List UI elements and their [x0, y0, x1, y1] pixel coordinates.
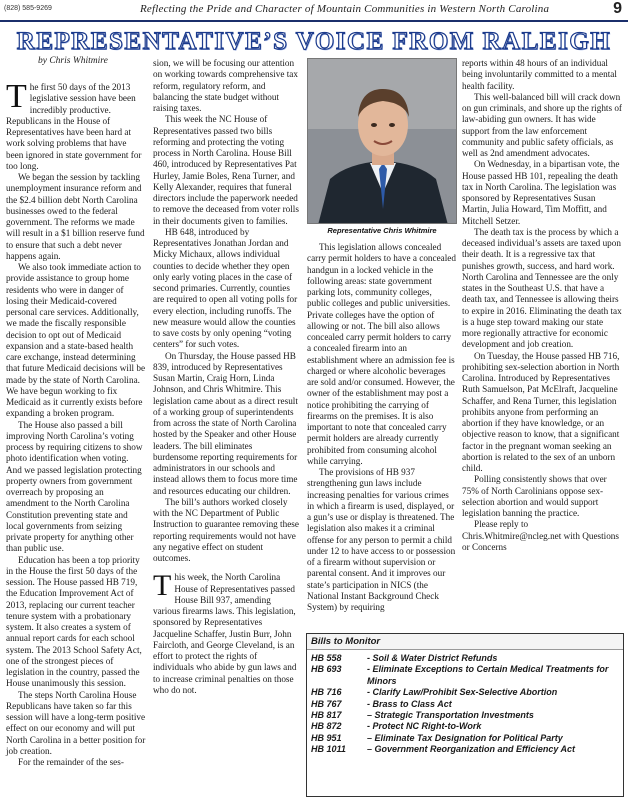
- bill-title: – Eliminate Tax Designation for Political Party: [367, 732, 563, 743]
- bill-number: HB 716: [311, 687, 342, 698]
- paragraph: reports within 48 hours of an individual being involuntarily committed to a mental health facility.: [462, 58, 617, 91]
- list-item: [307, 710, 623, 721]
- bills-list: [307, 650, 623, 756]
- paragraph: Please reply to Chris.Whitmire@ncleg.net with Questions or Concerns: [462, 519, 619, 552]
- paragraph: This week the NC House of Representatives passed two bills reforming and protecting the voting process in North Carolina. House Bill 460, introduced by Representatives Pat Hurley, Jamie Boles, Rena Turner, and Kelly Alexander, requires that funeral directors include the paperwork needed to remove the deceased from voter rolls in their documents given to families.: [153, 114, 299, 226]
- paragraph: Polling consistently shows that over 75% of North Carolinians oppose sex-selection abortion and would support legislation banning the practice.: [462, 474, 607, 518]
- column-2: [153, 58, 299, 696]
- paragraph: The bill’s authors worked closely with the NC Department of Public Instruction to guarantee removing these reporting requirements would not have any negative effect on student outcomes.: [153, 496, 299, 563]
- bill-number: HB 693: [311, 664, 342, 675]
- list-item: [307, 687, 623, 698]
- paragraph: [153, 569, 299, 696]
- author-photo: [307, 58, 457, 224]
- paragraph: [6, 78, 146, 172]
- bill-title: – Strategic Transportation Investments: [367, 710, 534, 721]
- bill-title: - Brass to Class Act: [367, 698, 452, 709]
- header-tagline: Reflecting the Pride and Character of Mountain Communities in Western North Carolina: [140, 3, 550, 15]
- paragraph-text: his week, the North Carolina House of Representatives passed House Bill 937, amending various firearms laws. This legislation, sponsored by Representatives Jacqueline Schaffer, Justin Burr, John Faircloth, and George Cleveland, is an effort to protect the rights of individuals who abide by gun laws and to increase criminal penalties on those who do not.: [153, 572, 297, 695]
- list-item: [307, 653, 623, 664]
- paragraph: We also took immediate action to provide assistance to group home residents who were in danger of losing their Medicaid-covered personal care services. Additionally, we made the fiscally responsible decision to opt out of Medicaid expansion and a state-based health care exchange, instead determining that future Medicaid decisions will be made by the state of North Carolina. We have begun working to fix Medicaid as it currently exists before expanding a broken program.: [6, 262, 146, 419]
- bills-to-monitor-box: [306, 633, 624, 797]
- bill-title: – Government Reorganization and Efficiency Act: [367, 744, 576, 755]
- paragraph: On Tuesday, the House passed HB 716, prohibiting sex-selection abortion in North Carolina. Introduced by Representatives Ruth Samuelson, Pat McElraft, Jacqueline Schaffer, and Rena Turner, this legislation prohibits anyone from performing an abortion if they have knowledge, or an objective reason to know, that a significant factor in the pregnant woman seeking an abortion is related to the sex of an unborn child.: [462, 350, 620, 473]
- bill-number: HB 558: [311, 653, 342, 663]
- portrait-image: [308, 59, 457, 224]
- bill-number: HB 951: [311, 732, 342, 743]
- paragraph: The steps North Carolina House Republicans have taken so far this session will have a long-term positive effect on our economy and will put North Carolina in a better position for job creation.: [6, 689, 146, 756]
- paragraph: The House also passed a bill improving North Carolina’s voting process by requiring citizens to show photo identification when voting. And we passed legislation protecting property owners from government overreach by proposing an amendment to the North Carolina Constitution preventing state and local governments from seizing private property for anything other than public use.: [6, 419, 143, 554]
- paragraph: sion, we will be focusing our attention on working towards comprehensive tax reform, regulatory reform, and balancing the state budget without raising taxes.: [153, 58, 298, 113]
- paragraph: The death tax is the process by which a deceased individual’s assets are taxed upon their death. It is a regressive tax that punishes growth, success, and hard work. North Carolina and Tennessee are the only states in the Southeast U.S. that have a death tax, and Tennessee is allowing theirs to expire in 2016. Eliminating the death tax is a huge step toward making our state more regionally attractive for economic development and job creation.: [462, 226, 622, 350]
- drop-cap: T: [6, 78, 27, 115]
- bill-title: - Eliminate Exceptions to Certain Medical Treatments for Minors: [367, 664, 609, 686]
- paragraph: On Thursday, the House passed HB 839, introduced by Representatives Susan Martin, Craig Horn, Linda Johnson, and Chris Whitmire. This legislation came about as a direct result of a working group of superintendents from across the state of North Carolina hosted by the Speaker and other House leaders. The bill eliminates burdensome reporting requirements for administrators in our schools and instead allows them to focus more time and resources educating our children.: [153, 350, 298, 496]
- paragraph: This well-balanced bill will crack down on gun criminals, and shore up the rights of law-abiding gun owners. It has wide support from the law enforcement community and public safety officials, as well as 2nd amendment advocates.: [462, 91, 622, 158]
- bill-number: HB 767: [311, 698, 342, 709]
- bill-number: HB 872: [311, 721, 342, 732]
- paragraph: We began the session by tackling unemployment insurance reform and the $2.4 billion debt North Carolina businesses owed to the federal government. The reforms we made will result in a $1 billion reserve fund to ensure that such a debt never happens again.: [6, 172, 145, 261]
- bill-number: HB 1011: [311, 744, 346, 755]
- page-header: [0, 0, 628, 22]
- bill-title: - Clarify Law/Prohibit Sex-Selective Abortion: [367, 687, 558, 698]
- paragraph: The provisions of HB 937 strengthening gun laws include increasing penalties for various crimes in which a firearm is used, displayed, or a gun’s use or display is threatened. The legislation also makes it a criminal offense for any person to permit a child under 12 to have access to or possession of a firearm without supervision or parental consent. And it improves our state’s participation in NICS (the National Instant Background Check System) by requiring: [307, 467, 456, 612]
- article-byline: by Chris Whitmire: [38, 56, 108, 66]
- paragraph: On Wednesday, in a bipartisan vote, the House passed HB 101, repealing the death tax in North Carolina. The legislation was sponsored by Representatives Susan Martin, Julia Howard, Tim Moffitt, and Mitchell Setzer.: [462, 159, 620, 226]
- article-title: REPRESENTATIVE’S VOICE FROM RALEIGH: [16, 28, 612, 55]
- paragraph: This legislation allows concealed carry permit holders to have a concealed handgun in a locked vehicle in the following areas: state government parking lots, community colleges, public colleges and public universities. Private colleges have the option of allowing or not. The bill also allows concealed carry permit holders to carry a concealed firearm into an establishment where an admission fee is charged or where alcoholic beverages are sold and/or consumed. However, the owner of the establishment may post a notice prohibiting the carrying of firearms on the premises. It is also important to note that concealed carry permit holders are already currently prohibited from consuming alcohol while carrying.: [307, 242, 456, 466]
- list-item: [307, 664, 623, 687]
- bill-number: HB 817: [311, 710, 342, 721]
- list-item: [307, 721, 623, 732]
- photo-caption: Representative Chris Whitmire: [327, 226, 437, 235]
- paragraph: HB 648, introduced by Representatives Jonathan Jordan and Micky Michaux, allows individual counties to decide whether they open only early voting places in the case of second primaries. Currently, counties are required to open all voting polls for every election, including runoffs. The new measure would allow the counties to save costs by only opening “voting centers” for such votes.: [153, 226, 298, 350]
- page-number: 9: [613, 0, 622, 17]
- bills-heading: Bills to Monitor: [307, 634, 623, 650]
- header-phone: (828) 585-9269: [4, 5, 52, 12]
- list-item: [307, 733, 623, 744]
- drop-cap: T: [153, 569, 172, 603]
- list-item: [307, 744, 623, 755]
- paragraph: For the remainder of the ses-: [18, 757, 124, 767]
- paragraph-text: he first 50 days of the 2013 legislative session have been incredibly productive. Republicans in the House of Representatives have been hard at work solving problems that have been ignored in state government for too long.: [6, 82, 142, 171]
- bill-title: - Soil & Water District Refunds: [367, 653, 498, 663]
- column-4: [462, 58, 622, 553]
- paragraph: Education has been a top priority in the House the first 50 days of the session. The House passed HB 719, the Education Improvement Act of 2013, replacing our current teacher tenure system with a probationary system. It also creates a system of annual report cards for each school system. The 2013 School Safety Act, one of the strongest pieces of legislation in the country, passed the House unanimously this session.: [6, 554, 142, 689]
- column-3: [307, 242, 457, 613]
- column-1: [6, 78, 146, 768]
- list-item: [307, 699, 623, 710]
- bill-title: - Protect NC Right-to-Work: [367, 721, 482, 732]
